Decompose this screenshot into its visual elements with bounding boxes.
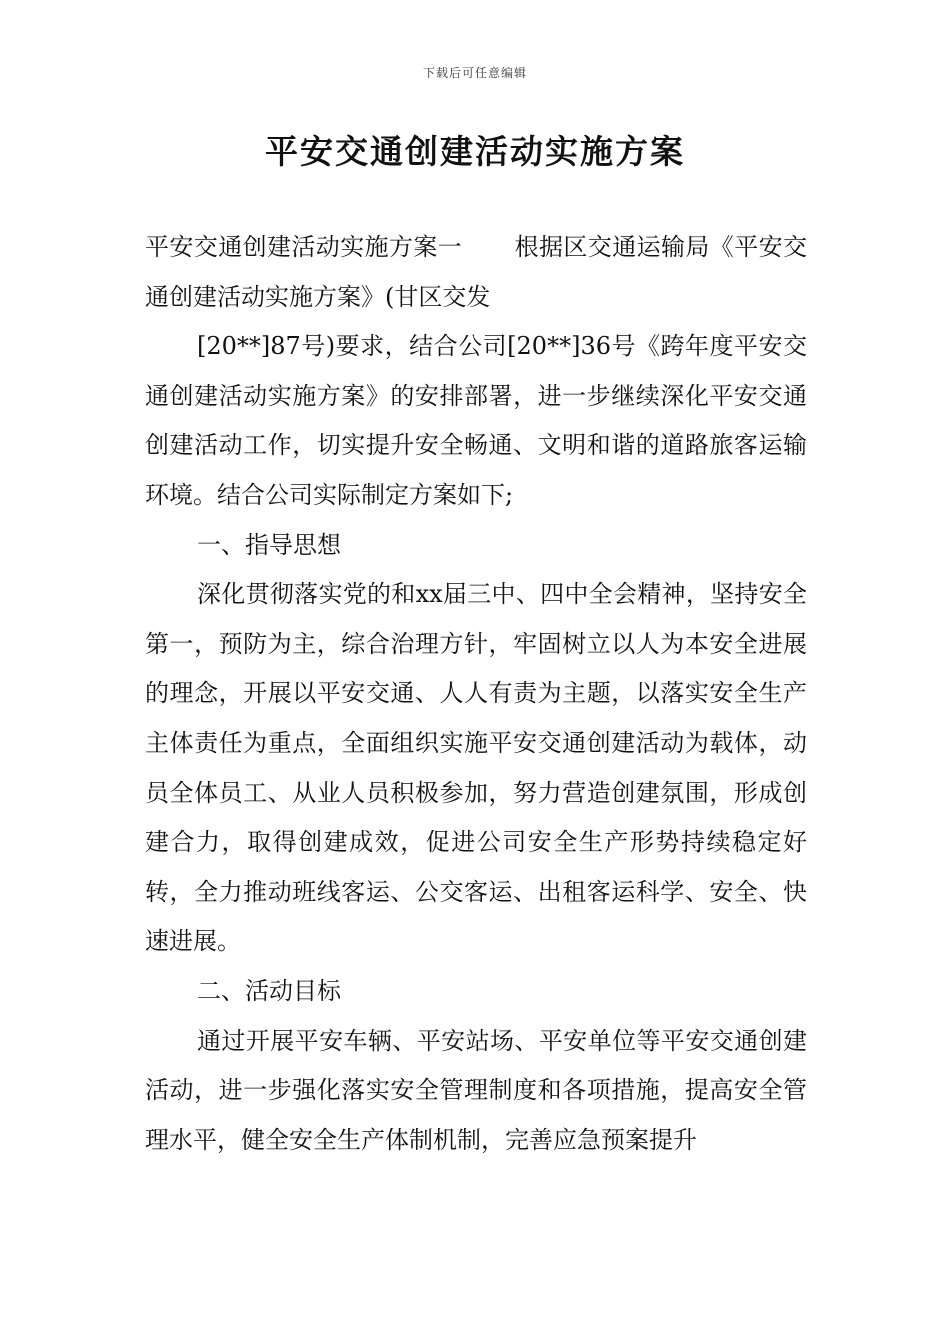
header-note: 下载后可任意编辑 xyxy=(422,66,527,80)
paragraph-intro-lead: 平安交通创建活动实施方案一 xyxy=(145,233,463,261)
section-heading-activity-goals: 二、活动目标 xyxy=(197,976,341,1005)
section-heading-guiding-thought: 一、指导思想 xyxy=(197,530,341,559)
paragraph-intro xyxy=(145,223,807,322)
document-body xyxy=(145,223,807,1165)
paragraph-activity-goals: 通过开展平安车辆、平安站场、平安单位等平安交通创建活动，进一步强化落实安全管理制度和各项措施，提高安全管理水平，健全安全生产体制机制，完善应急预案提升 xyxy=(145,1026,807,1154)
document-title: 平安交通创建活动实施方案 xyxy=(265,132,685,171)
paragraph-requirements: [20**]87号)要求，结合公司[20**]36号《跨年度平安交通创建活动实施方案》的安排部署，进一步继续深化平安交通创建活动工作，切实提升安全畅通、文明和谐的道路旅客运输环境。结合公司实际制定方案如下; xyxy=(145,332,807,509)
paragraph-guiding-thought: 深化贯彻落实党的和xx届三中、四中全会精神，坚持安全第一，预防为主，综合治理方针，牢固树立以人为本安全进展的理念，开展以平安交通、人人有责为主题，以落实安全生产主体责任为重点，全面组织实施平安交通创建活动为载体，动员全体员工、从业人员积极参加，努力营造创建氛围，形成创建合力，取得创建成效，促进公司安全生产形势持续稳定好转，全力推动班线客运、公交客运、出租客运科学、安全、快速进展。 xyxy=(145,580,807,956)
paragraph-intro-text: 根据区交通运输局《平安交通创建活动实施方案》(甘区交发 xyxy=(145,233,808,311)
